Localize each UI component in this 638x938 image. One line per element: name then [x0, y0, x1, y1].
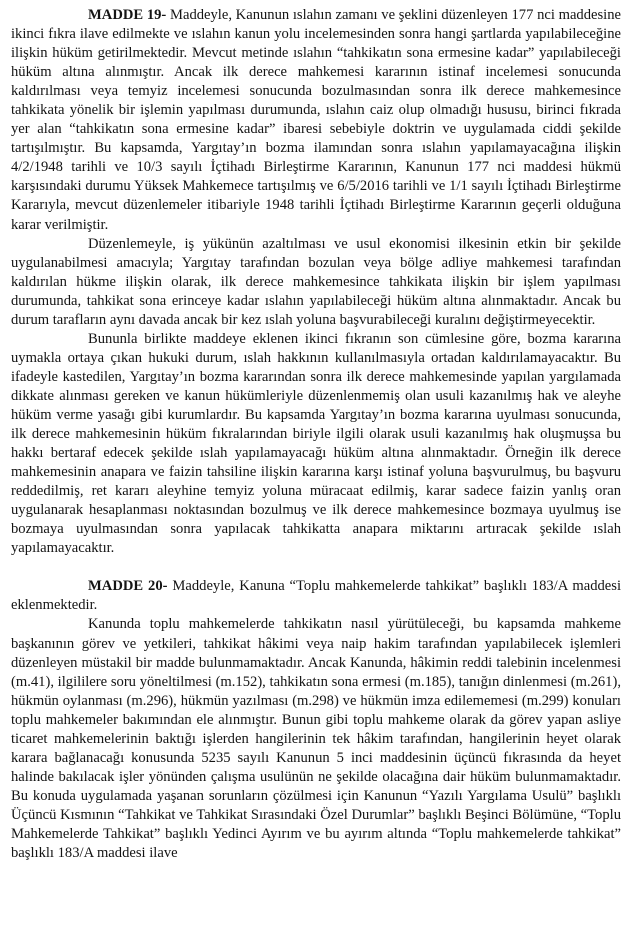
- document-page: [11, 6, 621, 863]
- article-19-paragraph-3: Bununla birlikte maddeye eklenen ikinci fıkranın son cümlesine göre, bozma kararına uymakla ortaya çıkan hukuki durum, ıslah hakkının kullanılmasıyla ortadan kaldırılamayacaktır. Bu ifadeyle kastedilen, Yargıtay’ın bozma kararından sonra ilk derece mahkemesinde yapılan yargılamada dikkate alınması gereken ve kanun hükümleriyle düzenlenmemiş olan usuli kazanılmış hak ve aleyhe hüküm verme yasağı gibi kurumlardır. Bu kapsamda Yargıtay’ın bozma kararına uyulması sonucunda, ilk derece mahkemesinin hüküm fıkralarından biriyle ilgili olarak usuli kazanılmış hak oluşmuşsa bu hakkı bertaraf edecek şekilde ıslah yapılamayacağı hüküm altına alınmaktadır. Örneğin ilk derece mahkemesinin anapara ve faizin tahsiline ilişkin kararına karşı istinaf yoluna başvurulmuş, bu başvuru reddedilmiş, ret kararı aleyhine temyiz yoluna müracaat edilmiş, karar sadece faizin yanlış oran uygulanarak hesaplanması noktasından bozulmuş ve ilk derece mahkemesince bozmaya uyulmuş ise bozmaya uyulmasından sonra yapılacak tahkikatta anapara miktarını artıracak şekilde ıslah yapılamayacaktır.: [11, 330, 621, 557]
- article-19-paragraph-1: [11, 6, 621, 235]
- article-separator: [11, 558, 621, 577]
- article-20-paragraph-1: [11, 577, 621, 615]
- article-20-paragraph-2: Kanunda toplu mahkemelerde tahkikatın nasıl yürütüleceği, bu kapsamda mahkeme başkanının görev ve yetkileri, tahkikat hâkimi veya naip hakim tarafından yapılabilecek işlemleri düzenleyen müstakil bir madde bulunmamaktadır. Ancak Kanunda, hâkimin reddi talebinin incelenmesi (m.41), ilgililere soru yöneltilmesi (m.152), tahkikatın sona ermesi (m.185), tanığın dinlenmesi (m.261), hükmün oylanması (m.296), hükmün yazılması (m.298) ve hükmün imza edilememesi (m.299) konuları toplu mahkemeler bakımından ele alınmıştır. Bunun gibi toplu mahkeme olarak da görev yapan asliye ticaret mahkemelerinin baktığı işlerden hangilerinin tek hâkim tarafından, hangilerinin heyet olarak karara bağlanacağı konusunda 5235 sayılı Kanunun 5 inci maddesinin üçüncü fıkrasında da heyet halinde bakılacak işler yönünden çalışma usulünün ne şekilde olacağına dair hüküm bulunmamaktadır. Bu konuda uygulamada yaşanan sorunların çözülmesi için Kanunun “Yazılı Yargılama Usulü” başlıklı Üçüncü Kısmının “Tahkikat ve Tahkikat Sırasındaki Özel Durumlar” başlıklı Beşinci Bölümüne, “Toplu Mahkemelerde Tahkikat” başlıklı Yedinci Ayırım ve bu ayırım altında “Toplu mahkemelerde tahkikat” başlıklı 183/A maddesi ilave: [11, 616, 621, 862]
- article-19-paragraph-2: Düzenlemeyle, iş yükünün azaltılması ve usul ekonomisi ilkesinin etkin bir şekilde uygulanabilmesi amacıyla; Yargıtay tarafından bozulan veya bölge adliye mahkemesi tarafından kaldırılan hükme ilişkin olarak, ilk derece mahkemesince tahkikata ilişkin bir işlem yapılması durumunda, tahkikat sona erinceye kadar ıslahın yapılabileceği hüküm altına alınmaktadır. Ancak bu durum tarafların aynı davada ancak bir kez ıslah yoluna başvurabileceği kuralını değiştirmeyecektir.: [11, 235, 621, 328]
- article-20-title: MADDE 20-: [88, 578, 168, 595]
- article-20-intro-text: Maddeyle, Kanuna “Toplu mahkemelerde tahkikat” başlıklı 183/A maddesi eklenmektedir.: [11, 578, 621, 614]
- article-19-title: MADDE 19-: [88, 7, 167, 23]
- article-19-intro-text: Maddeyle, Kanunun ıslahın zamanı ve şeklini düzenleyen 177 nci maddesine ikinci fıkra ilave edilmekte ve ıslahın kanun yolu incelemesinden sonra hangi şartlarda yapılabileceğine ilişkin hüküm getirilmektedir. Mevcut metinde ıslahın “tahkikatın sona ermesine kadar” yapılabileceği hüküm altına alınmıştır. Ancak ilk derece mahkemesi kararının istinaf incelemesi sonucunda kaldırılması veya temyiz incelemesi sonucunda bozulmasından sonra ilk derece mahkemesince tahkikata yönelik bir işlemin yapılması durumunda, ıslahın caiz olup olmadığı hususu, birinci fıkrada yer alan “tahkikatın sona ermesine kadar” ibaresi sebebiyle doktrin ve uygulamada ciddi şekilde tartışılmıştır. Bu kapsamda, Yargıtay’ın bozma ilamından sonra ıslahın yapılamayacağına ilişkin 4/2/1948 tarihli ve 10/3 sayılı İçtihadı Birleştirme Kararının, Kanunun 177 nci maddesi hükmü karşısındaki durumu Yüksek Mahkemece tartışılmış ve 6/5/2016 tarihli ve 1/1 sayılı İçtihadı Birleştirme Kararıyla, mevcut düzenlemeler itibariyle 1948 tarihli İçtihadı Birleştirme Kararının geçerli olduğuna karar verilmiştir.: [11, 7, 622, 233]
